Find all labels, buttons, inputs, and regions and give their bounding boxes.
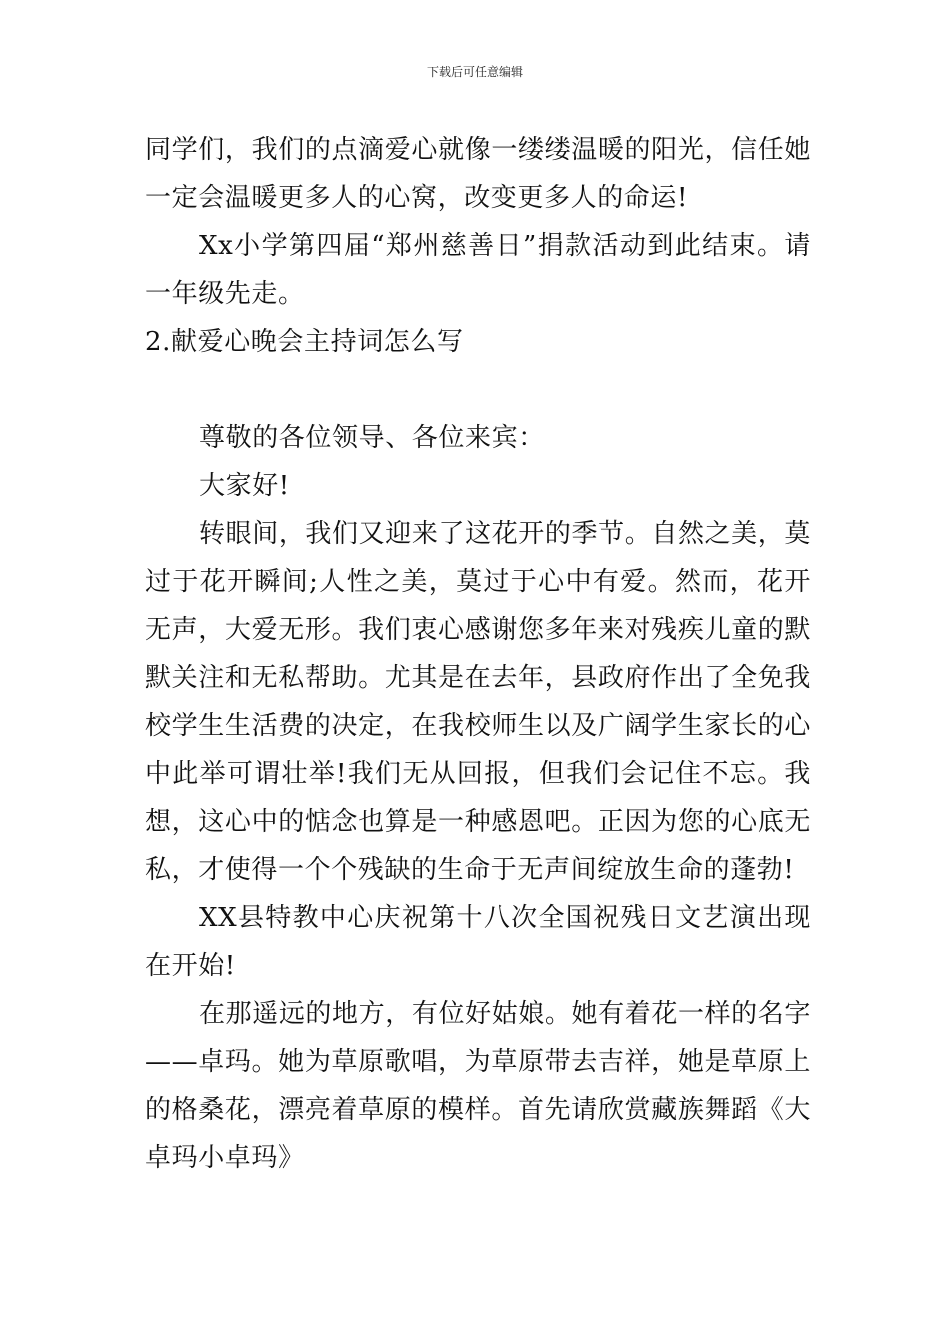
paragraph-salutation: 尊敬的各位领导、各位来宾： bbox=[199, 423, 545, 453]
paragraph-opening-speech: 转眼间，我们又迎来了这花开的季节。自然之美，莫过于花开瞬间;人性之美，莫过于心中有爱。然而，花开无声，大爱无形。我们衷心感谢您多年来对残疾儿童的默默关注和无私帮助。尤其是在去年，县政府作出了全免我校学生生活费的决定，在我校师生以及广阔学生家长的心中此举可谓壮举!我们无从回报，但我们会记住不忘。我想，这心中的惦念也算是一种感恩吧。正因为您的心底无私，才使得一个个残缺的生命于无声间绽放生命的蓬勃! bbox=[145, 519, 811, 885]
paragraph-event-end: Xx小学第四届“郑州慈善日”捐款活动到此结束。请一年级先走。 bbox=[145, 231, 811, 309]
paragraph-first-program: 在那遥远的地方，有位好姑娘。她有着花一样的名字——卓玛。她为草原歌唱，为草原带去吉祥，她是草原上的格桑花，漂亮着草原的模样。首先请欣赏藏族舞蹈《大卓玛小卓玛》 bbox=[145, 999, 811, 1173]
section-heading: 2.献爱心晚会主持词怎么写 bbox=[145, 327, 464, 357]
blank-line bbox=[145, 366, 811, 414]
page-header-note: 下载后可任意编辑 bbox=[426, 65, 523, 79]
paragraph-closing-remarks: 同学们，我们的点滴爱心就像一缕缕温暖的阳光，信任她一定会温暖更多人的心窝，改变更多人的命运! bbox=[145, 135, 811, 213]
paragraph-greeting: 大家好! bbox=[199, 471, 290, 501]
paragraph-performance-start: XX县特教中心庆祝第十八次全国祝残日文艺演出现在开始! bbox=[145, 903, 811, 981]
document-body bbox=[145, 126, 811, 1182]
